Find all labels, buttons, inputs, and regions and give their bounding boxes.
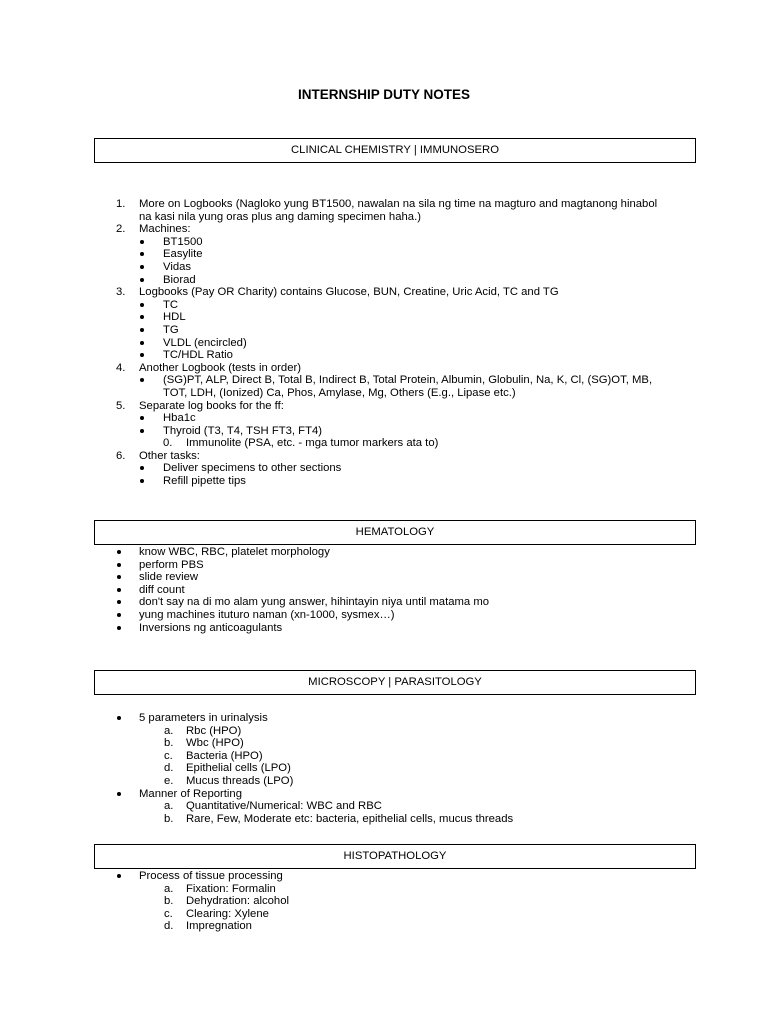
section-heading-hematology: HEMATOLOGY — [94, 520, 696, 545]
sub-list-item: a. Quantitative/Numerical: WBC and RBC — [164, 800, 382, 813]
section-heading-histopathology: HISTOPATHOLOGY — [94, 844, 696, 869]
bullet-icon — [140, 240, 144, 244]
sub-list-item: Refill pipette tips — [0, 475, 768, 488]
list-item: know WBC, RBC, platelet morphology — [0, 546, 768, 559]
section-heading-clinical-chemistry: CLINICAL CHEMISTRY | IMMUNOSERO — [94, 138, 696, 163]
bullet-icon — [117, 613, 121, 617]
bullet-icon — [140, 265, 144, 269]
sub-list-item: 0. Immunolite (PSA, etc. - mga tumor markers ata to) — [163, 437, 439, 450]
bullet-icon — [140, 466, 144, 470]
bullet-icon — [117, 792, 121, 796]
list-item: Manner of Reporting — [0, 788, 768, 801]
list-item: slide review — [0, 571, 768, 584]
bullet-icon — [140, 416, 144, 420]
sub-list-item: TC/HDL Ratio — [0, 349, 768, 362]
list-item: diff count — [0, 584, 768, 597]
sub-list-item: Deliver specimens to other sections — [0, 462, 768, 475]
sub-list-item: HDL — [0, 311, 768, 324]
list-item: 4. Another Logbook (tests in order) — [116, 361, 302, 374]
list-item: Process of tissue processing — [0, 870, 768, 883]
bullet-icon — [117, 588, 121, 592]
bullet-icon — [140, 378, 144, 382]
list-item: 1. More on Logbooks (Nagloko yung BT1500, nawalan na sila ng time na magturo and magtanong hinabol — [116, 198, 658, 210]
sub-list-item: Hba1c — [0, 412, 768, 425]
bullet-icon — [117, 575, 121, 579]
sub-list-item: TC — [0, 299, 768, 312]
histopathology-list — [0, 870, 768, 933]
sub-list-item: b. Dehydration: alcohol — [164, 895, 289, 908]
page-title: INTERNSHIP DUTY NOTES — [297, 87, 471, 102]
sub-list-item: Thyroid (T3, T4, TSH FT3, FT4) — [0, 425, 768, 438]
list-item: 3. Logbooks (Pay OR Charity) contains Glucose, BUN, Creatine, Uric Acid, TC and TG — [116, 286, 559, 299]
sub-list-item: Vidas — [0, 261, 768, 274]
bullet-icon — [140, 315, 144, 319]
sub-list-item: TG — [0, 324, 768, 337]
sub-list-item: e. Mucus threads (LPO) — [164, 774, 294, 787]
sub-list-item: BT1500 — [0, 236, 768, 249]
sub-list-item: (SG)PT, ALP, Direct B, Total B, Indirect B, Total Protein, Albumin, Globulin, Na, K, Cl, (SG)OT, MB, — [0, 374, 768, 387]
bullet-icon — [117, 550, 121, 554]
list-item-continuation: na kasi nila yung oras plus ang daming specimen haha.) — [139, 210, 421, 223]
list-item: 2. Machines: — [116, 223, 191, 236]
list-item: 5 parameters in urinalysis — [0, 712, 768, 725]
bullet-icon — [140, 429, 144, 433]
sub-list-item: c. Bacteria (HPO) — [164, 749, 263, 762]
bullet-icon — [140, 341, 144, 345]
sub-list-item: Easylite — [0, 248, 768, 261]
bullet-icon — [117, 626, 121, 630]
bullet-icon — [140, 252, 144, 256]
sub-list-item: Biorad — [0, 274, 768, 287]
sub-list-item: a. Fixation: Formalin — [164, 882, 276, 895]
sub-list-item: d. Impregnation — [164, 920, 252, 933]
sub-list-item: c. Clearing: Xylene — [164, 907, 269, 920]
sub-list-item: b. Rare, Few, Moderate etc: bacteria, epithelial cells, mucus threads — [164, 812, 514, 825]
list-item: don't say na di mo alam yung answer, hihintayin niya until matama mo — [0, 596, 768, 609]
list-item: perform PBS — [0, 559, 768, 572]
list-item: Inversions ng anticoagulants — [0, 622, 768, 635]
sub-list-item-continuation: TOT, LDH, (Ionized) Ca, Phos, Amylase, Mg, Others (E.g., Lipase etc.) — [163, 386, 516, 399]
list-item: 6. Other tasks: — [116, 449, 200, 462]
microscopy-list — [0, 712, 768, 825]
sub-list-item: a. Rbc (HPO) — [164, 724, 242, 737]
bullet-icon — [140, 353, 144, 357]
sub-list-item: b. Wbc (HPO) — [164, 737, 244, 750]
bullet-icon — [117, 716, 121, 720]
section-heading-microscopy: MICROSCOPY | PARASITOLOGY — [94, 670, 696, 695]
bullet-icon — [117, 600, 121, 604]
sub-list-item: d. Epithelial cells (LPO) — [164, 762, 291, 775]
bullet-icon — [117, 874, 121, 878]
bullet-icon — [140, 278, 144, 282]
bullet-icon — [140, 479, 144, 483]
sub-list-item: VLDL (encircled) — [0, 337, 768, 350]
bullet-icon — [140, 328, 144, 332]
list-item: 5. Separate log books for the ff: — [116, 399, 284, 412]
bullet-icon — [117, 563, 121, 567]
list-item: yung machines ituturo naman (xn-1000, sysmex…) — [0, 609, 768, 622]
hematology-list — [0, 546, 768, 634]
bullet-icon — [140, 303, 144, 307]
clinical-chemistry-list — [0, 198, 768, 488]
